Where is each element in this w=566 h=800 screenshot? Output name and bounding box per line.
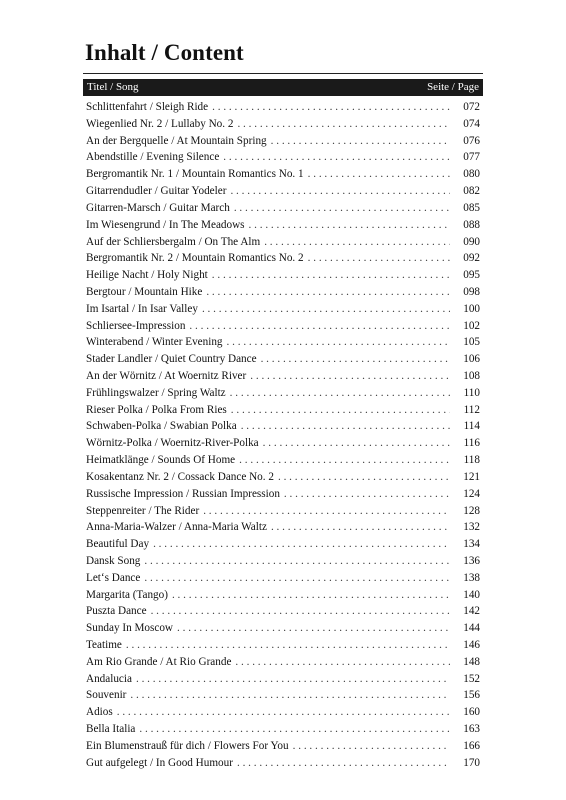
toc-entry-page: 160 (450, 704, 483, 721)
toc-entry[interactable] (86, 587, 483, 604)
dot-leader (264, 234, 450, 251)
toc-entry-title: Stader Landler / Quiet Country Dance (86, 351, 261, 368)
toc-entry-title: Steppenreiter / The Rider (86, 503, 203, 520)
toc-entry-title: Am Rio Grande / At Rio Grande (86, 654, 235, 671)
toc-entry-page: 152 (450, 671, 483, 688)
dot-leader (223, 149, 450, 166)
toc-entry-page: 134 (450, 536, 483, 553)
toc-entry-title: Let‘s Dance (86, 570, 144, 587)
toc-entry-title: Bergromantik Nr. 1 / Mountain Romantics No. 1 (86, 166, 308, 183)
toc-entry-page: 163 (450, 721, 483, 738)
toc-entry-title: Wiegenlied Nr. 2 / Lullaby No. 2 (86, 116, 237, 133)
toc-entry-page: 072 (450, 99, 483, 116)
toc-entry-page: 136 (450, 553, 483, 570)
dot-leader (212, 99, 450, 116)
toc-entry[interactable] (86, 654, 483, 671)
toc-entry-page: 121 (450, 469, 483, 486)
toc-entry-page: 144 (450, 620, 483, 637)
toc-entry-page: 132 (450, 519, 483, 536)
toc-entry-title: Dansk Song (86, 553, 144, 570)
toc-entry-title: Schwaben-Polka / Swabian Polka (86, 418, 241, 435)
toc-entry[interactable] (86, 234, 483, 251)
toc-entry[interactable] (86, 133, 483, 150)
dot-leader (130, 687, 450, 704)
toc-entry-page: 142 (450, 603, 483, 620)
dot-leader (278, 469, 450, 486)
toc-entry[interactable] (86, 637, 483, 654)
dot-leader (202, 301, 450, 318)
toc-entry-page: 114 (450, 418, 483, 435)
toc-entry-title: Bergromantik Nr. 2 / Mountain Romantics No. 2 (86, 250, 308, 267)
toc-entry-title: Wörnitz-Polka / Woernitz-River-Polka (86, 435, 263, 452)
dot-leader (139, 721, 450, 738)
dot-leader (206, 284, 450, 301)
toc-entry[interactable] (86, 704, 483, 721)
toc-entry[interactable] (86, 435, 483, 452)
toc-entry-page: 085 (450, 200, 483, 217)
toc-entry-page: 074 (450, 116, 483, 133)
dot-leader (172, 587, 450, 604)
dot-leader (189, 318, 450, 335)
toc-entry-title: Kosakentanz Nr. 2 / Cossack Dance No. 2 (86, 469, 278, 486)
toc-entry-title: Russische Impression / Russian Impression (86, 486, 284, 503)
toc-entry-title: Adios (86, 704, 117, 721)
dot-leader (203, 503, 450, 520)
toc-entry-title: Souvenir (86, 687, 130, 704)
toc-entry[interactable] (86, 200, 483, 217)
toc-entry-title: Bergtour / Mountain Hike (86, 284, 206, 301)
toc-entry-title: Heilige Nacht / Holy Night (86, 267, 212, 284)
toc-entry-title: Margarita (Tango) (86, 587, 172, 604)
column-header-page: Seite / Page (427, 81, 479, 93)
dot-leader (308, 250, 450, 267)
dot-leader (151, 603, 450, 620)
dot-leader (234, 200, 450, 217)
dot-leader (263, 435, 450, 452)
toc-entry[interactable] (86, 149, 483, 166)
toc-entry[interactable] (86, 368, 483, 385)
toc-entry-title: Im Isartal / In Isar Valley (86, 301, 202, 318)
toc-entry[interactable] (86, 452, 483, 469)
toc-entry-page: 110 (450, 385, 483, 402)
toc-entry-page: 082 (450, 183, 483, 200)
toc-entry-page: 108 (450, 368, 483, 385)
dot-leader (227, 334, 450, 351)
toc-list (86, 99, 483, 772)
toc-entry[interactable] (86, 334, 483, 351)
toc-entry-page: 105 (450, 334, 483, 351)
dot-leader (177, 620, 450, 637)
toc-entry-page: 156 (450, 687, 483, 704)
toc-entry-page: 088 (450, 217, 483, 234)
toc-entry-page: 138 (450, 570, 483, 587)
toc-entry[interactable] (86, 687, 483, 704)
toc-entry-title: Rieser Polka / Polka From Ries (86, 402, 231, 419)
dot-leader (284, 486, 450, 503)
toc-entry-title: Andalucia (86, 671, 136, 688)
dot-leader (249, 217, 450, 234)
dot-leader (271, 133, 450, 150)
dot-leader (239, 452, 450, 469)
toc-entry[interactable] (86, 250, 483, 267)
toc-entry[interactable] (86, 603, 483, 620)
dot-leader (231, 402, 450, 419)
toc-entry[interactable] (86, 385, 483, 402)
toc-entry[interactable] (86, 469, 483, 486)
toc-entry-title: Gut aufgelegt / In Good Humour (86, 755, 237, 772)
toc-entry-title: Puszta Dance (86, 603, 151, 620)
toc-entry-page: 124 (450, 486, 483, 503)
dot-leader (230, 183, 450, 200)
toc-entry[interactable] (86, 351, 483, 368)
toc-entry-title: Gitarren-Marsch / Guitar March (86, 200, 234, 217)
toc-entry[interactable] (86, 418, 483, 435)
toc-entry-title: Beautiful Day (86, 536, 153, 553)
toc-entry[interactable] (86, 217, 483, 234)
toc-entry[interactable] (86, 166, 483, 183)
toc-entry-page: 076 (450, 133, 483, 150)
toc-entry-page: 077 (450, 149, 483, 166)
dot-leader (237, 116, 450, 133)
toc-entry-page: 102 (450, 318, 483, 335)
toc-entry-title: Bella Italia (86, 721, 139, 738)
toc-entry[interactable] (86, 116, 483, 133)
toc-entry-page: 080 (450, 166, 483, 183)
toc-entry[interactable] (86, 519, 483, 536)
dot-leader (308, 166, 450, 183)
dot-leader (250, 368, 450, 385)
toc-entry-title: Sunday In Moscow (86, 620, 177, 637)
toc-entry-title: Gitarrendudler / Guitar Yodeler (86, 183, 230, 200)
dot-leader (230, 385, 450, 402)
title-rule (83, 73, 483, 74)
toc-entry-title: An der Wörnitz / At Woernitz River (86, 368, 250, 385)
column-header-title: Titel / Song (87, 81, 139, 93)
toc-entry[interactable] (86, 620, 483, 637)
toc-entry-page: 148 (450, 654, 483, 671)
toc-entry[interactable] (86, 318, 483, 335)
toc-entry[interactable] (86, 267, 483, 284)
toc-entry-title: Abendstille / Evening Silence (86, 149, 223, 166)
toc-entry[interactable] (86, 553, 483, 570)
toc-entry-title: Ein Blumenstrauß für dich / Flowers For You (86, 738, 293, 755)
dot-leader (136, 671, 450, 688)
toc-entry-title: Teatime (86, 637, 126, 654)
page-title: Inhalt / Content (85, 40, 244, 65)
toc-entry-page: 100 (450, 301, 483, 318)
toc-entry-title: Frühlingswalzer / Spring Waltz (86, 385, 230, 402)
toc-entry-page: 140 (450, 587, 483, 604)
toc-entry[interactable] (86, 755, 483, 772)
toc-entry-page: 118 (450, 452, 483, 469)
toc-entry-title: Auf der Schliersbergalm / On The Alm (86, 234, 264, 251)
toc-entry[interactable] (86, 570, 483, 587)
toc-entry[interactable] (86, 183, 483, 200)
toc-entry[interactable] (86, 284, 483, 301)
dot-leader (271, 519, 450, 536)
toc-entry-title: Anna-Maria-Walzer / Anna-Maria Waltz (86, 519, 271, 536)
dot-leader (261, 351, 450, 368)
toc-entry[interactable] (86, 301, 483, 318)
toc-entry-title: Im Wiesengrund / In The Meadows (86, 217, 249, 234)
dot-leader (237, 755, 450, 772)
dot-leader (212, 267, 450, 284)
toc-entry-page: 092 (450, 250, 483, 267)
dot-leader (153, 536, 450, 553)
toc-entry[interactable] (86, 99, 483, 116)
toc-entry[interactable] (86, 503, 483, 520)
toc-entry-page: 095 (450, 267, 483, 284)
toc-entry-title: Heimatklänge / Sounds Of Home (86, 452, 239, 469)
toc-entry[interactable] (86, 536, 483, 553)
toc-entry-page: 090 (450, 234, 483, 251)
dot-leader (144, 553, 450, 570)
toc-entry-page: 146 (450, 637, 483, 654)
toc-entry[interactable] (86, 671, 483, 688)
toc-entry-page: 116 (450, 435, 483, 452)
toc-entry-page: 128 (450, 503, 483, 520)
toc-entry-page: 098 (450, 284, 483, 301)
toc-entry-page: 166 (450, 738, 483, 755)
toc-header-bar (83, 79, 483, 96)
toc-entry[interactable] (86, 738, 483, 755)
toc-entry[interactable] (86, 486, 483, 503)
dot-leader (126, 637, 450, 654)
toc-entry[interactable] (86, 402, 483, 419)
toc-entry-page: 170 (450, 755, 483, 772)
dot-leader (241, 418, 450, 435)
toc-entry[interactable] (86, 721, 483, 738)
dot-leader (144, 570, 450, 587)
toc-entry-page: 112 (450, 402, 483, 419)
toc-entry-page: 106 (450, 351, 483, 368)
toc-entry-title: Schlittenfahrt / Sleigh Ride (86, 99, 212, 116)
dot-leader (117, 704, 450, 721)
dot-leader (293, 738, 450, 755)
dot-leader (235, 654, 450, 671)
toc-entry-title: Schliersee-Impression (86, 318, 189, 335)
toc-entry-title: An der Bergquelle / At Mountain Spring (86, 133, 271, 150)
toc-entry-title: Winterabend / Winter Evening (86, 334, 227, 351)
